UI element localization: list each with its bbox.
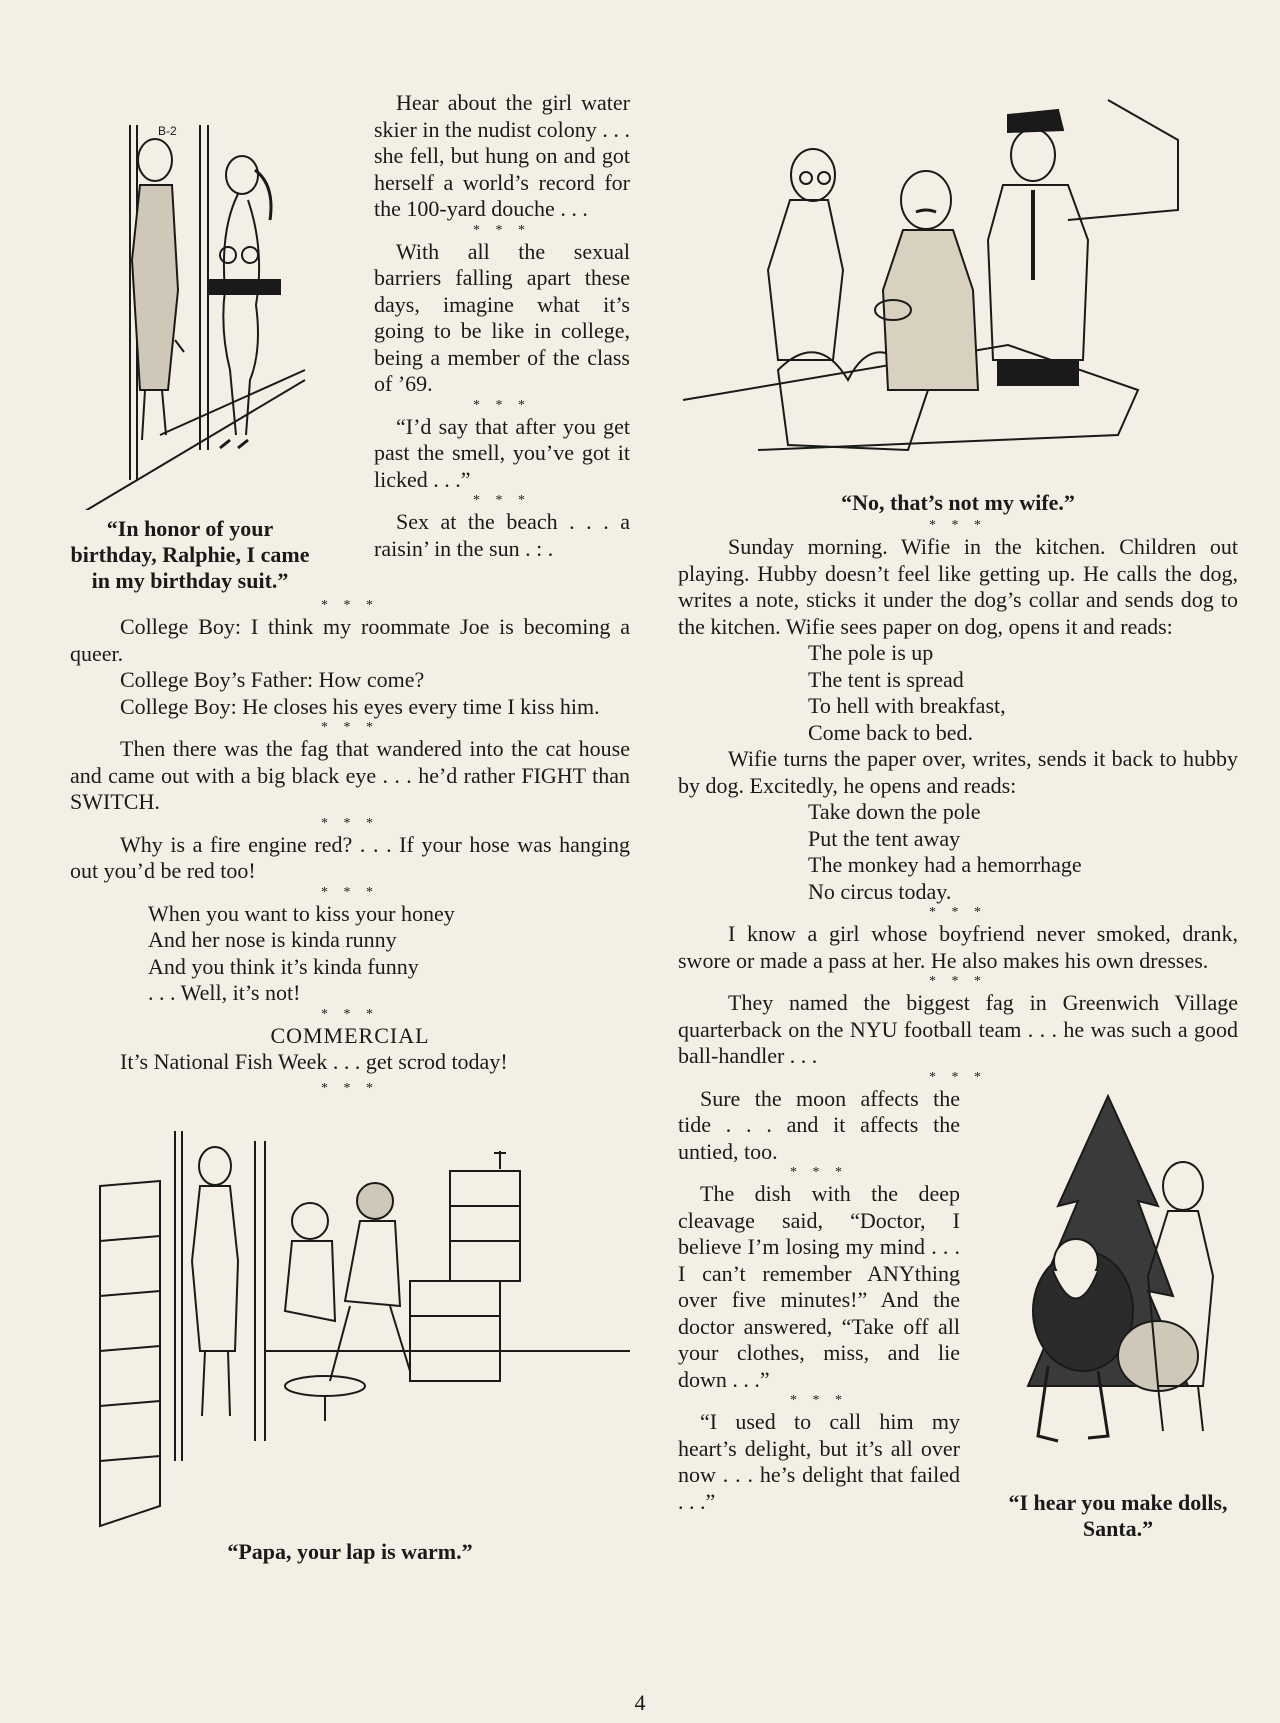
- right-column: [678, 90, 1238, 1542]
- star-divider: * * *: [929, 1069, 987, 1085]
- star-divider: * * *: [321, 1081, 379, 1096]
- note-line: The pole is up: [808, 640, 934, 665]
- birthday-cartoon-drawing: [70, 90, 310, 510]
- joke-greenwich: They named the biggest fag in Greenwich Village quarterback on the NYU football team . . . he was such a good ball-handler . . .: [678, 990, 1238, 1068]
- joke-fire-engine: Why is a fire engine red? . . . If your hose was hanging out you’d be red too!: [70, 831, 630, 883]
- joke-wifie-turns: Wifie turns the paper over, writes, sends it back to hubby by dog. Excitedly, he opens and reads:: [678, 746, 1238, 798]
- star-divider: * * *: [321, 815, 379, 831]
- honey-poem: [70, 901, 630, 1007]
- note-line: The monkey had a hemorrhage: [808, 852, 1082, 877]
- star-divider: * * *: [321, 1006, 379, 1022]
- wife-cartoon-drawing: [678, 90, 1238, 490]
- star-divider: * * *: [790, 1393, 848, 1408]
- birthday-cartoon-block: [70, 90, 310, 594]
- wife-caption: “No, that’s not my wife.”: [841, 490, 1075, 515]
- top-left-block: [70, 90, 630, 594]
- santa-cartoon-drawing: [998, 1086, 1238, 1486]
- poem-line: When you want to kiss your honey: [148, 900, 455, 926]
- star-divider: * * *: [473, 222, 531, 238]
- page-number: 4: [634, 1690, 646, 1715]
- bottom-right-jokes: [678, 1086, 960, 1542]
- note-line: The tent is spread: [808, 666, 964, 692]
- note-one: [678, 640, 1238, 746]
- joke-heart: “I used to call him my heart’s delight, but it’s all over now . . . he’s delight that failed . . .”: [678, 1409, 960, 1514]
- college-line-1: College Boy: I think my roommate Joe is becoming a queer.: [70, 614, 630, 666]
- joke-sexual-barriers: With all the sexual barriers falling apart these days, imagine what it’s going to be like in college, being a member of the class of ’69.: [374, 238, 630, 396]
- joke-cathouse: Then there was the fag that wandered into the cat house and came out with a big black eye . . . he’d rather FIGHT than SWITCH.: [70, 736, 630, 814]
- joke-sunday-morning: Sunday morning. Wifie in the kitchen. Children out playing. Hubby doesn’t feel like getting up. He calls the dog, writes a note, sticks it under the dog’s collar and sends dog to the kitchen. Wifie sees paper on dog, opens it and reads:: [678, 534, 1238, 639]
- star-divider: * * *: [473, 397, 531, 413]
- star-divider: * * *: [321, 720, 379, 735]
- joke-smell: “I’d say that after you get past the smell, you’ve got it licked . . .”: [374, 413, 630, 492]
- star-divider: * * *: [929, 905, 987, 920]
- birthday-suit-cartoon: [70, 90, 310, 510]
- bottom-right-block: [678, 1086, 1238, 1542]
- note-line: Put the tent away: [808, 825, 961, 851]
- poem-line: And her nose is kinda runny: [148, 927, 397, 952]
- papa-caption: “Papa, your lap is warm.”: [227, 1539, 473, 1564]
- note-line: To hell with breakfast,: [808, 693, 1006, 718]
- commercial-heading: COMMERCIAL: [270, 1022, 430, 1048]
- star-divider: * * *: [321, 884, 379, 900]
- star-divider: * * *: [790, 1165, 848, 1180]
- joke-cleavage: The dish with the deep cleavage said, “Doctor, I believe I’m losing my mind . . . I can’t remember ANYthing over five minutes!” And the doctor answered, “Take off all your clothes, miss, and lie down . . .”: [678, 1181, 960, 1392]
- poem-line: And you think it’s kinda funny: [148, 953, 419, 979]
- papa-cartoon-drawing: [70, 1111, 630, 1531]
- santa-cartoon-block: [998, 1086, 1238, 1542]
- star-divider: * * *: [929, 518, 987, 533]
- not-my-wife-cartoon: [678, 90, 1238, 490]
- note-line: Take down the pole: [808, 799, 981, 824]
- note-two: [678, 799, 1238, 905]
- papa-lap-cartoon: [70, 1111, 630, 1531]
- left-column: [70, 90, 630, 1565]
- joke-boyfriend: I know a girl whose boyfriend never smoked, drank, swore or made a pass at her. He also makes his own dresses.: [678, 921, 1238, 973]
- star-divider: * * *: [473, 493, 531, 508]
- santa-cartoon: [998, 1086, 1238, 1486]
- santa-caption: “I hear you make dolls, Santa.”: [1008, 1489, 1228, 1541]
- door-sign: B-2: [158, 124, 177, 138]
- joke-beach: Sex at the beach . . . a raisin’ in the sun . : .: [374, 509, 630, 561]
- star-divider: * * *: [321, 598, 379, 613]
- joke-fish-week: It’s National Fish Week . . . get scrod today!: [120, 1048, 508, 1074]
- joke-water-skier: Hear about the girl water skier in the nudist colony . . . she fell, but hung on and got herself a world’s record for the 100-yard douche . . .: [374, 90, 630, 221]
- star-divider: * * *: [929, 974, 987, 989]
- note-line: Come back to bed.: [808, 719, 973, 745]
- joke-moon: Sure the moon affects the tide . . . and it affects the untied, too.: [678, 1085, 960, 1164]
- note-line: No circus today.: [808, 878, 952, 904]
- top-left-jokes: [374, 90, 630, 594]
- college-line-2: College Boy’s Father: How come?: [120, 667, 425, 692]
- poem-line: . . . Well, it’s not!: [148, 980, 301, 1005]
- college-line-3: College Boy: He closes his eyes every time I kiss him.: [120, 693, 600, 719]
- birthday-caption: “In honor of your birthday, Ralphie, I came in my birthday suit.”: [70, 516, 310, 593]
